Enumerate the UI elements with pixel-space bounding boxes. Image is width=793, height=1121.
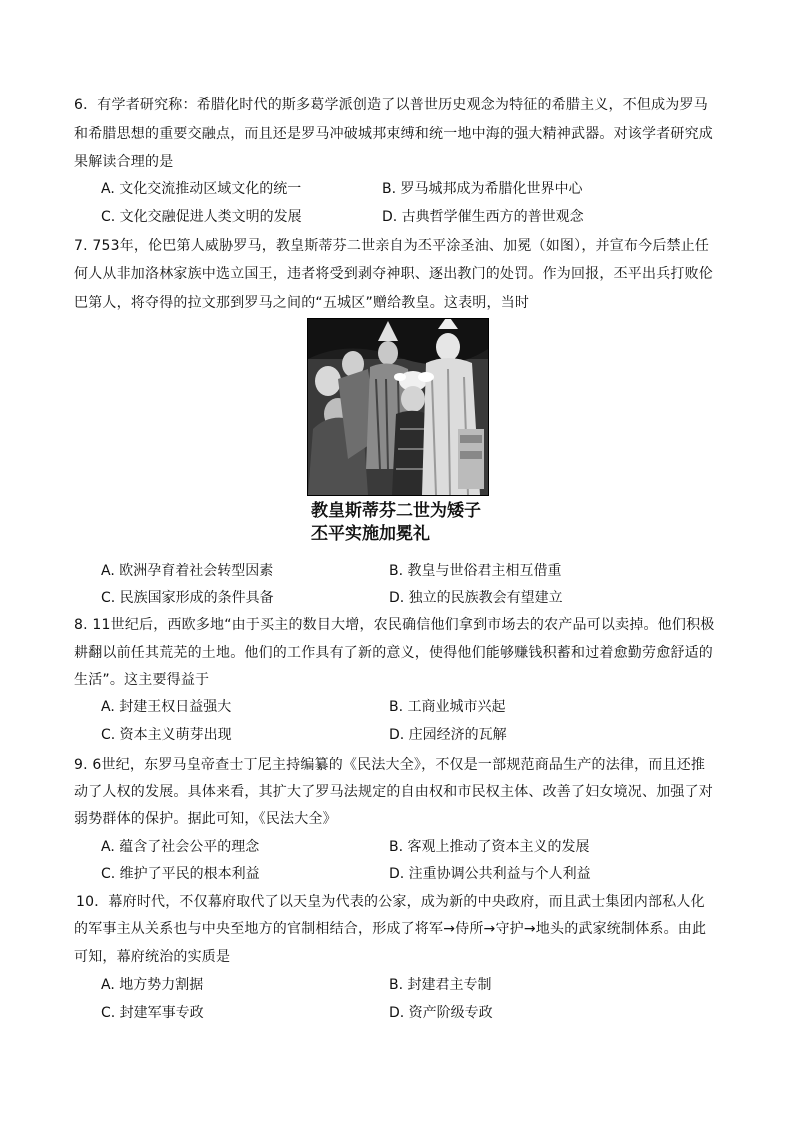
q6-option-d: D. 古典哲学催生西方的普世观念 bbox=[382, 209, 584, 225]
figure-caption-line-1: 教皇斯蒂芬二世为矮子 bbox=[311, 501, 481, 521]
coronation-illustration bbox=[307, 318, 489, 496]
q6-stem-line-3: 果解读合理的是 bbox=[74, 154, 174, 170]
q7-option-d: D. 独立的民族教会有望建立 bbox=[389, 590, 563, 606]
q9-stem-line-2: 动了人权的发展。具体来看，其扩大了罗马法规定的自由权和市民权主体、改善了妇女境况、加强了对 bbox=[74, 784, 713, 800]
q7-stem-line-1: 7. 753年，伦巴第人威胁罗马，教皇斯蒂芬二世亲自为丕平涂圣油、加冕（如图），并宣布今后禁止任 bbox=[74, 238, 710, 254]
q10-option-d: D. 资产阶级专政 bbox=[389, 1005, 493, 1021]
q7-option-b: B. 教皇与世俗君主相互借重 bbox=[389, 563, 562, 579]
q9-option-c: C. 维护了平民的根本利益 bbox=[101, 866, 260, 882]
q9-option-a: A. 蕴含了社会公平的理念 bbox=[101, 839, 260, 855]
coronation-engraving-graphic bbox=[308, 319, 488, 495]
q9-option-d: D. 注重协调公共利益与个人利益 bbox=[389, 866, 591, 882]
q9-option-b: B. 客观上推动了资本主义的发展 bbox=[389, 839, 590, 855]
q10-stem-line-2: 的军事主从关系也与中央至地方的官制相结合，形成了将军→侍所→守护→地头的武家统制体系。由此 bbox=[74, 921, 707, 937]
q6-option-a: A. 文化交流推动区域文化的统一 bbox=[101, 181, 302, 197]
q8-stem-line-2: 耕翻以前任其荒芜的土地。他们的工作具有了新的意义，使得他们能够赚钱积蓄和过着愈勤劳愈舒适的 bbox=[74, 645, 713, 661]
figure-caption-line-2: 丕平实施加冕礼 bbox=[311, 524, 430, 544]
q7-stem-line-3: 巴第人，将夺得的拉文那到罗马之间的“五城区”赠给教皇。这表明，当时 bbox=[74, 295, 530, 311]
q6-option-c: C. 文化交融促进人类文明的发展 bbox=[101, 209, 302, 225]
q7-option-c: C. 民族国家形成的条件具备 bbox=[101, 590, 274, 606]
q8-stem-line-1: 8. 11世纪后，西欧多地“由于买主的数目大增，农民确信他们拿到市场去的农产品可以卖掉。他们积极 bbox=[74, 617, 715, 633]
q10-option-a: A. 地方势力割据 bbox=[101, 977, 204, 993]
q7-stem-line-2: 何人从非加洛林家族中选立国王，违者将受到剥夺神职、逐出教门的处罚。作为回报，丕平出兵打败伦 bbox=[74, 266, 713, 282]
q8-option-d: D. 庄园经济的瓦解 bbox=[389, 727, 507, 743]
q9-stem-line-3: 弱势群体的保护。据此可知，《民法大全》 bbox=[74, 811, 337, 827]
q8-option-c: C. 资本主义萌芽出现 bbox=[101, 727, 232, 743]
q6-stem-line-2: 和希腊思想的重要交融点，而且还是罗马冲破城邦束缚和统一地中海的强大精神武器。对该学者研究成 bbox=[74, 126, 713, 142]
q6-option-b: B. 罗马城邦成为希腊化世界中心 bbox=[382, 181, 583, 197]
q10-stem-line-1: 10．幕府时代，不仅幕府取代了以天皇为代表的公家，成为新的中央政府，而且武士集团内部私人化 bbox=[76, 894, 705, 910]
q6-stem-line-1: 6．有学者研究称：希腊化时代的斯多葛学派创造了以普世历史观念为特征的希腊主义，不但成为罗马 bbox=[74, 97, 708, 113]
q9-stem-line-1: 9. 6世纪，东罗马皇帝查士丁尼主持编纂的《民法大全》，不仅是一部规范商品生产的法律，而且还推 bbox=[74, 757, 706, 773]
q8-option-b: B. 工商业城市兴起 bbox=[389, 699, 506, 715]
q7-option-a: A. 欧洲孕育着社会转型因素 bbox=[101, 563, 274, 579]
q8-option-a: A. 封建王权日益强大 bbox=[101, 699, 232, 715]
q8-stem-line-3: 生活”。这主要得益于 bbox=[74, 672, 210, 688]
q10-stem-line-3: 可知，幕府统治的实质是 bbox=[74, 949, 231, 965]
q10-option-b: B. 封建君主专制 bbox=[389, 977, 492, 993]
q10-option-c: C. 封建军事专政 bbox=[101, 1005, 204, 1021]
